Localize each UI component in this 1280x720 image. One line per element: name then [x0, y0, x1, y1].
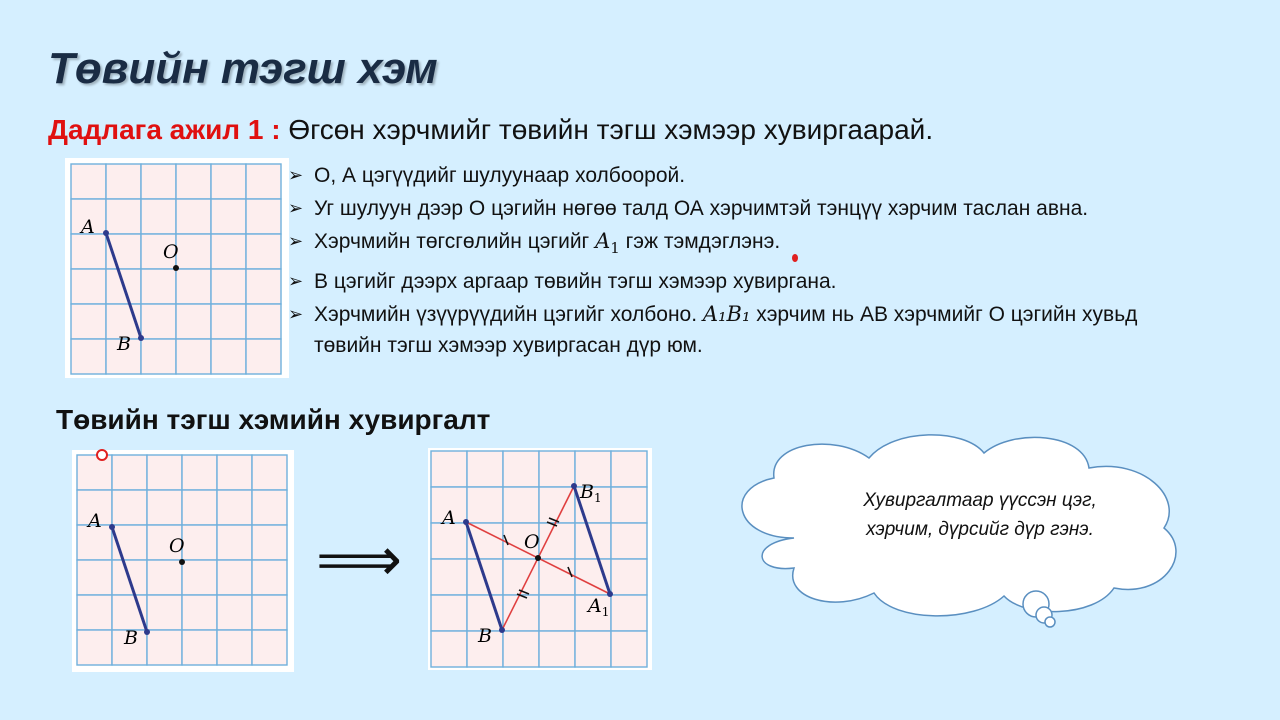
grid-cell	[252, 455, 287, 490]
grid-cell	[147, 560, 182, 595]
grid-cell	[176, 269, 211, 304]
grid-cell	[611, 595, 647, 631]
arrow-bullet-icon: ➢	[288, 165, 304, 185]
label-a: A	[442, 507, 456, 529]
grid-cell	[503, 487, 539, 523]
point-b-marker	[499, 627, 505, 633]
point-o-marker	[535, 555, 541, 561]
grid-cell	[77, 630, 112, 665]
grid-cell	[539, 559, 575, 595]
grid-cell	[71, 304, 106, 339]
cloud-text-line-1: Хувиргалтаар үүссэн цэг,	[863, 490, 1097, 511]
point-b-marker	[138, 335, 144, 341]
label-b1: $B_1$	[580, 481, 602, 505]
cloud-text	[800, 486, 1160, 544]
label-a: A	[81, 216, 95, 238]
grid-cell	[182, 595, 217, 630]
label-b: B	[478, 625, 492, 647]
grid-cell	[147, 630, 182, 665]
grid-cell	[246, 269, 281, 304]
grid-cell	[503, 559, 539, 595]
laser-pointer-ring	[96, 449, 108, 461]
grid-cell	[211, 269, 246, 304]
grid-cell	[77, 560, 112, 595]
section-subtitle: Төвийн тэгш хэмийн хувиргалт	[56, 404, 491, 435]
step-4	[288, 266, 1168, 297]
point-b-marker	[144, 629, 150, 635]
grid-cell	[141, 304, 176, 339]
exercise-heading	[48, 114, 933, 146]
grid-cell	[106, 164, 141, 199]
point-b1-marker	[571, 483, 577, 489]
grid-cell	[431, 559, 467, 595]
grid-cell	[252, 630, 287, 665]
grid-cell	[252, 525, 287, 560]
figure-after	[428, 448, 652, 670]
grid-cell	[182, 525, 217, 560]
step-2-text: Уг шулуун дээр О цэгийн нөгөө талд ОА хэрчимтэй тэнцүү хэрчим таслан авна.	[314, 197, 1089, 220]
step-5	[288, 299, 1168, 361]
arrow-bullet-icon: ➢	[288, 271, 304, 292]
figure-original	[65, 158, 289, 378]
grid-cell	[246, 234, 281, 269]
step-2	[288, 193, 1168, 224]
grid-cell	[141, 339, 176, 374]
grid-cell	[539, 523, 575, 559]
grid-cell	[182, 560, 217, 595]
grid-cell	[77, 595, 112, 630]
arrow-bullet-icon: ➢	[288, 231, 304, 251]
grid-cell	[217, 560, 252, 595]
exercise-label: Дадлага ажил 1 :	[48, 114, 281, 145]
grid-cell	[611, 451, 647, 487]
grid-cell	[71, 339, 106, 374]
label-b: B	[117, 333, 131, 355]
grid-cell	[217, 525, 252, 560]
instruction-steps	[288, 160, 1168, 363]
grid-cell	[141, 199, 176, 234]
laser-pointer-dot	[792, 254, 798, 262]
grid-cell	[71, 234, 106, 269]
grid-cell	[539, 631, 575, 667]
grid-cell	[141, 269, 176, 304]
point-o-marker	[179, 559, 185, 565]
grid-cell	[539, 595, 575, 631]
grid-cell	[217, 490, 252, 525]
cloud-bubble-small	[1045, 617, 1055, 627]
grid-cell	[217, 595, 252, 630]
grid-cell	[246, 164, 281, 199]
step-1-text: О, А цэгүүдийг шулуунаар холбоорой.	[314, 164, 686, 187]
grid-cell	[176, 304, 211, 339]
grid-cell	[176, 199, 211, 234]
math-a1: $A_1$	[595, 229, 620, 258]
step-5-text-a: Хэрчмийн үзүүрүүдийн цэгийг холбоно.	[314, 303, 703, 327]
grid-cell	[246, 339, 281, 374]
grid-cell	[176, 164, 211, 199]
grid-cell	[211, 199, 246, 234]
grid-cell	[503, 451, 539, 487]
grid-cell	[611, 487, 647, 523]
grid-cell	[467, 487, 503, 523]
step-3-text-a: Хэрчмийн төгсгөлийн цэгийг	[314, 230, 596, 253]
grid-cell	[211, 234, 246, 269]
label-o: O	[163, 241, 179, 263]
math-a1b1: A₁B₁	[702, 302, 751, 327]
implies-arrow-icon: ⟹	[316, 526, 403, 593]
grid-cell	[252, 560, 287, 595]
grid-cell	[611, 559, 647, 595]
grid-cell	[211, 339, 246, 374]
grid-cell	[431, 631, 467, 667]
grid-cell	[106, 199, 141, 234]
point-o-marker	[173, 265, 179, 271]
grid-cell	[539, 487, 575, 523]
grid-cell	[217, 630, 252, 665]
grid-cell	[112, 455, 147, 490]
grid-cell	[611, 631, 647, 667]
grid-cell	[176, 339, 211, 374]
grid-cell	[147, 490, 182, 525]
grid-cell	[147, 595, 182, 630]
cloud-text-line-2: хэрчим, дүрсийг дүр гэнэ.	[866, 519, 1094, 540]
step-3-text-b: гэж тэмдэглэнэ.	[625, 230, 781, 253]
grid-cell	[431, 595, 467, 631]
grid-cell	[71, 164, 106, 199]
page-title: Төвийн тэгш хэм	[48, 44, 438, 93]
grid-cell	[71, 269, 106, 304]
label-b: B	[124, 627, 138, 649]
step-5-text-b: хэрчим нь АВ хэрчмийг О цэгийн хувьд төвийн тэгш хэмээр хувиргасан дүр юм.	[314, 303, 1138, 358]
grid-cell	[503, 595, 539, 631]
step-4-text: В цэгийг дээрх аргаар төвийн тэгш хэмээр хувиргана.	[314, 270, 837, 294]
grid-cell	[217, 455, 252, 490]
grid-cell	[211, 304, 246, 339]
grid-cell	[467, 451, 503, 487]
point-a-marker	[103, 230, 109, 236]
grid-cell	[77, 455, 112, 490]
step-1	[288, 160, 1168, 191]
point-a-marker	[463, 519, 469, 525]
grid-cell	[539, 451, 575, 487]
arrow-bullet-icon: ➢	[288, 198, 304, 218]
point-a-marker	[109, 524, 115, 530]
grid-cell	[182, 630, 217, 665]
exercise-text: Өгсөн хэрчмийг төвийн тэгш хэмээр хувиргаарай.	[288, 114, 934, 145]
grid-cell	[176, 234, 211, 269]
grid-cell	[575, 631, 611, 667]
grid-cell	[246, 199, 281, 234]
grid-cell	[147, 455, 182, 490]
grid-cell	[246, 304, 281, 339]
grid-cell	[252, 595, 287, 630]
grid-cell	[211, 164, 246, 199]
grid-cell	[431, 451, 467, 487]
grid-cell	[182, 490, 217, 525]
grid-cell	[503, 631, 539, 667]
point-a1-marker	[607, 591, 613, 597]
grid-cell	[112, 490, 147, 525]
figure-before	[72, 450, 294, 672]
grid-cell	[182, 455, 217, 490]
label-o: O	[524, 531, 540, 553]
step-3	[288, 226, 1168, 264]
arrow-bullet-icon: ➢	[288, 304, 304, 325]
grid-cell	[252, 490, 287, 525]
grid-cell	[611, 523, 647, 559]
grid-cell	[141, 164, 176, 199]
label-a: A	[88, 510, 102, 532]
label-a1: $A_1$	[588, 595, 610, 619]
label-o: O	[169, 535, 185, 557]
